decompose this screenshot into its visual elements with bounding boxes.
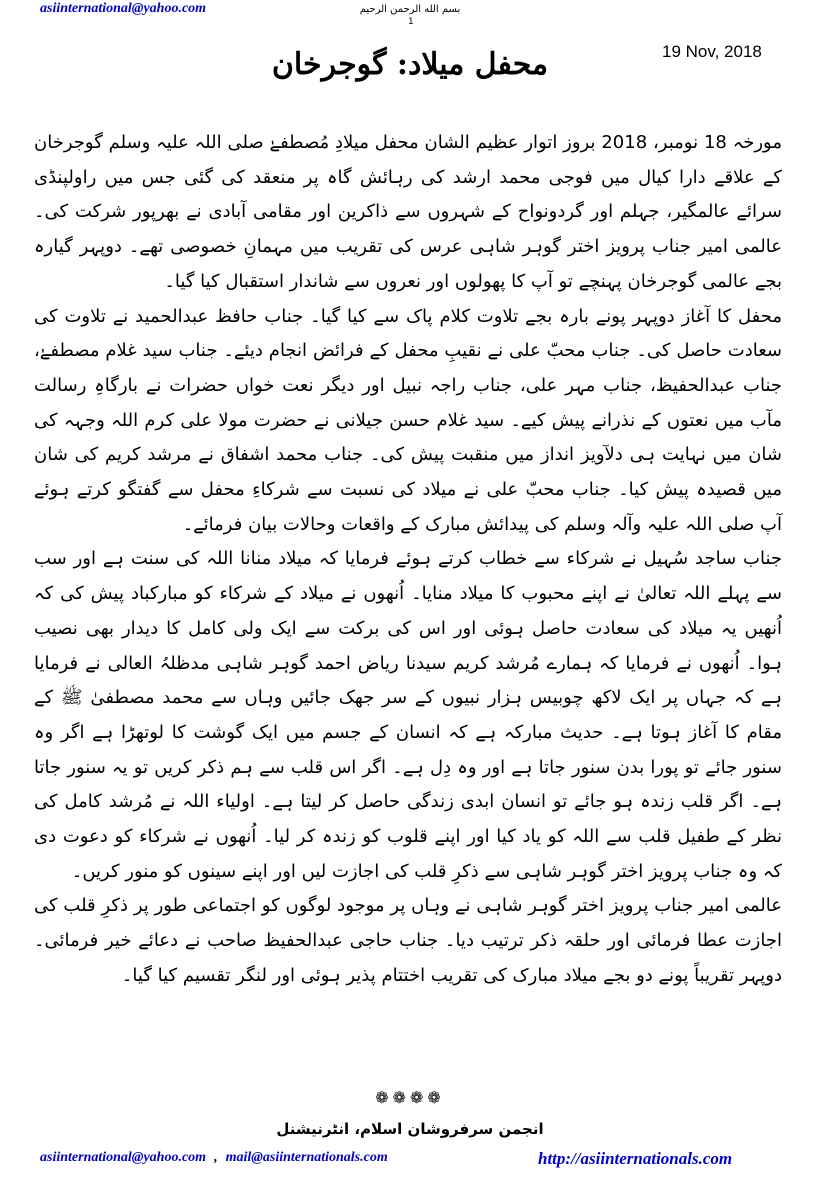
ornament-divider: ❁❁❁❁ (375, 1088, 445, 1107)
header-email[interactable]: asiinternational@yahoo.com (40, 1, 207, 16)
footer-email-1[interactable]: asiinternational@yahoo.com (40, 1150, 207, 1165)
paragraph-3: جناب ساجد سُہیل نے شرکاء سے خطاب کرتے ہوئے فرمایا کہ میلاد منانا اللہ کی سنت ہے اور سب سے پہلے اللہ تعالیٰ نے اپنے محبوب کا میلاد منایا۔ اُنھوں نے میلاد کے شرکاء کو مبارکباد پیش کی کہ اُنھیں یہ میلاد کی سعادت حاصل ہوئی اور اس کی برکت سے ایک ولی کامل کا دیدار بھی نصیب ہوا۔ اُنھوں نے فرمایا کہ ہمارے مُرشد کریم سیدنا ریاض احمد گوہر شاہی مدظلہُ العالی نے فرمایا ہے کہ جہاں پر ایک لاکھ چوبیس ہزار نبیوں کے سر جھک جائیں وہاں سے محمد مصطفیٰ ﷺ کے مقام کا آغاز ہوتا ہے۔ حدیث مبارکہ ہے کہ انسان کے جسم میں ایک گوشت کا لوتھڑا ہے اگر وہ سنور جائے تو پورا بدن سنور جاتا ہے اور وہ دِل ہے۔ اگر اس قلب سے ہم ذکر کریں تو یہ سنور جاتا ہے۔ اگر قلب زندہ ہو جائے تو انسان ابدی زندگی حاصل کر لیتا ہے۔ اولیاء اللہ نے مُرشد کامل کی نظر کے طفیل قلب سے اللہ کو یاد کیا اور اپنے قلوب کو زندہ کر لیا۔ اُنھوں نے شرکاء کو دعوت دی کہ وہ جناب پرویز اختر گوہر شاہی سے ذکرِ قلب کی اجازت لیں اور اپنے سینوں کو منور کریں۔ (34, 548, 782, 882)
organization-name: انجمن سرفروشان اسلام، انٹرنیشنل (276, 1120, 544, 1138)
paragraph-1: مورخہ 18 نومبر، 2018 بروز اتوار عظیم الشان محفل میلادِ مُصطفےٰ صلی اللہ علیہ وسلم گوجرخان کے علاقے دارا کیال میں فوجی محمد ارشد کی رہائش گاہ پر منعقد کی گئی جس میں راولپنڈی سرائے عالمگیر، جہلم اور گردونواح کے شہروں سے ذاکرین اور مقامی آبادی نے بھرپور شرکت کی۔ عالمی امیر جناب پرویز اختر گوہر شاہی عرس کی تقریب میں مہمانِ خصوصی تھے۔ دوپہر گیارہ بجے عالمی گوجرخان پہنچے تو آپ کا پھولوں اور نعروں سے شاندار استقبال کیا گیا۔ (34, 132, 782, 292)
paragraph-2: محفل کا آغاز دوپہر پونے بارہ بجے تلاوت کلام پاک سے کیا گیا۔ جناب حافظ عبدالحمید نے تلاوت کی سعادت حاصل کی۔ جناب محبّ علی نے نقیبِ محفل کے فرائض انجام دیئے۔ جناب سید غلام مصطفےٰ، جناب عبدالحفیظ، جناب مہر علی، جناب راجہ نبیل اور دیگر نعت خواں حضرات نے بارگاہِ رسالت مآب میں نعتوں کے نذرانے پیش کیے۔ سید غلام حسن جیلانی نے حضرت مولا علی کرم اللہ وجہہ کی شان میں نہایت ہی دلآویز انداز میں منقبت پیش کی۔ جناب محمد اشفاق نے مرشد کریم کی شان میں قصیدہ پیش کیا۔ جناب محبّ علی نے میلاد کی نسبت سے شرکاءِ محفل سے گفتگو کرتے ہوئے آپ صلی اللہ علیہ وآلہ وسلم کی پیدائش مبارک کے واقعات وحالات بیان فرمائے۔ (34, 305, 782, 535)
bismillah-text: بسم الله الرحمن الرحیم (359, 4, 461, 15)
footer-separator: , (214, 1150, 218, 1165)
page-number: 1 (408, 17, 414, 27)
page-title: محفل میلاد: گوجرخان (271, 47, 549, 82)
footer-url[interactable]: http://asiinternationals.com (538, 1149, 733, 1168)
paragraph-4: عالمی امیر جناب پرویز اختر گوہر شاہی نے وہاں پر موجود لوگوں کو اجتماعی طور پر ذکرِ قلب کی اجازت عطا فرمائی اور حلقہ ذکر ترتیب دیا۔ جناب حاجی عبدالحفیظ صاحب نے دعائے خیر فرمائی۔ دوپہر تقریباً پونے دو بجے میلاد مبارک کی تقریب اختتام پذیر ہوئی اور لنگر تقسیم کیا گیا۔ (34, 895, 782, 986)
article-body (34, 126, 782, 994)
document-date: 19 Nov, 2018 (662, 42, 762, 61)
footer-contact (40, 1150, 388, 1166)
footer-email-2[interactable]: mail@asiinternationals.com (225, 1150, 388, 1165)
